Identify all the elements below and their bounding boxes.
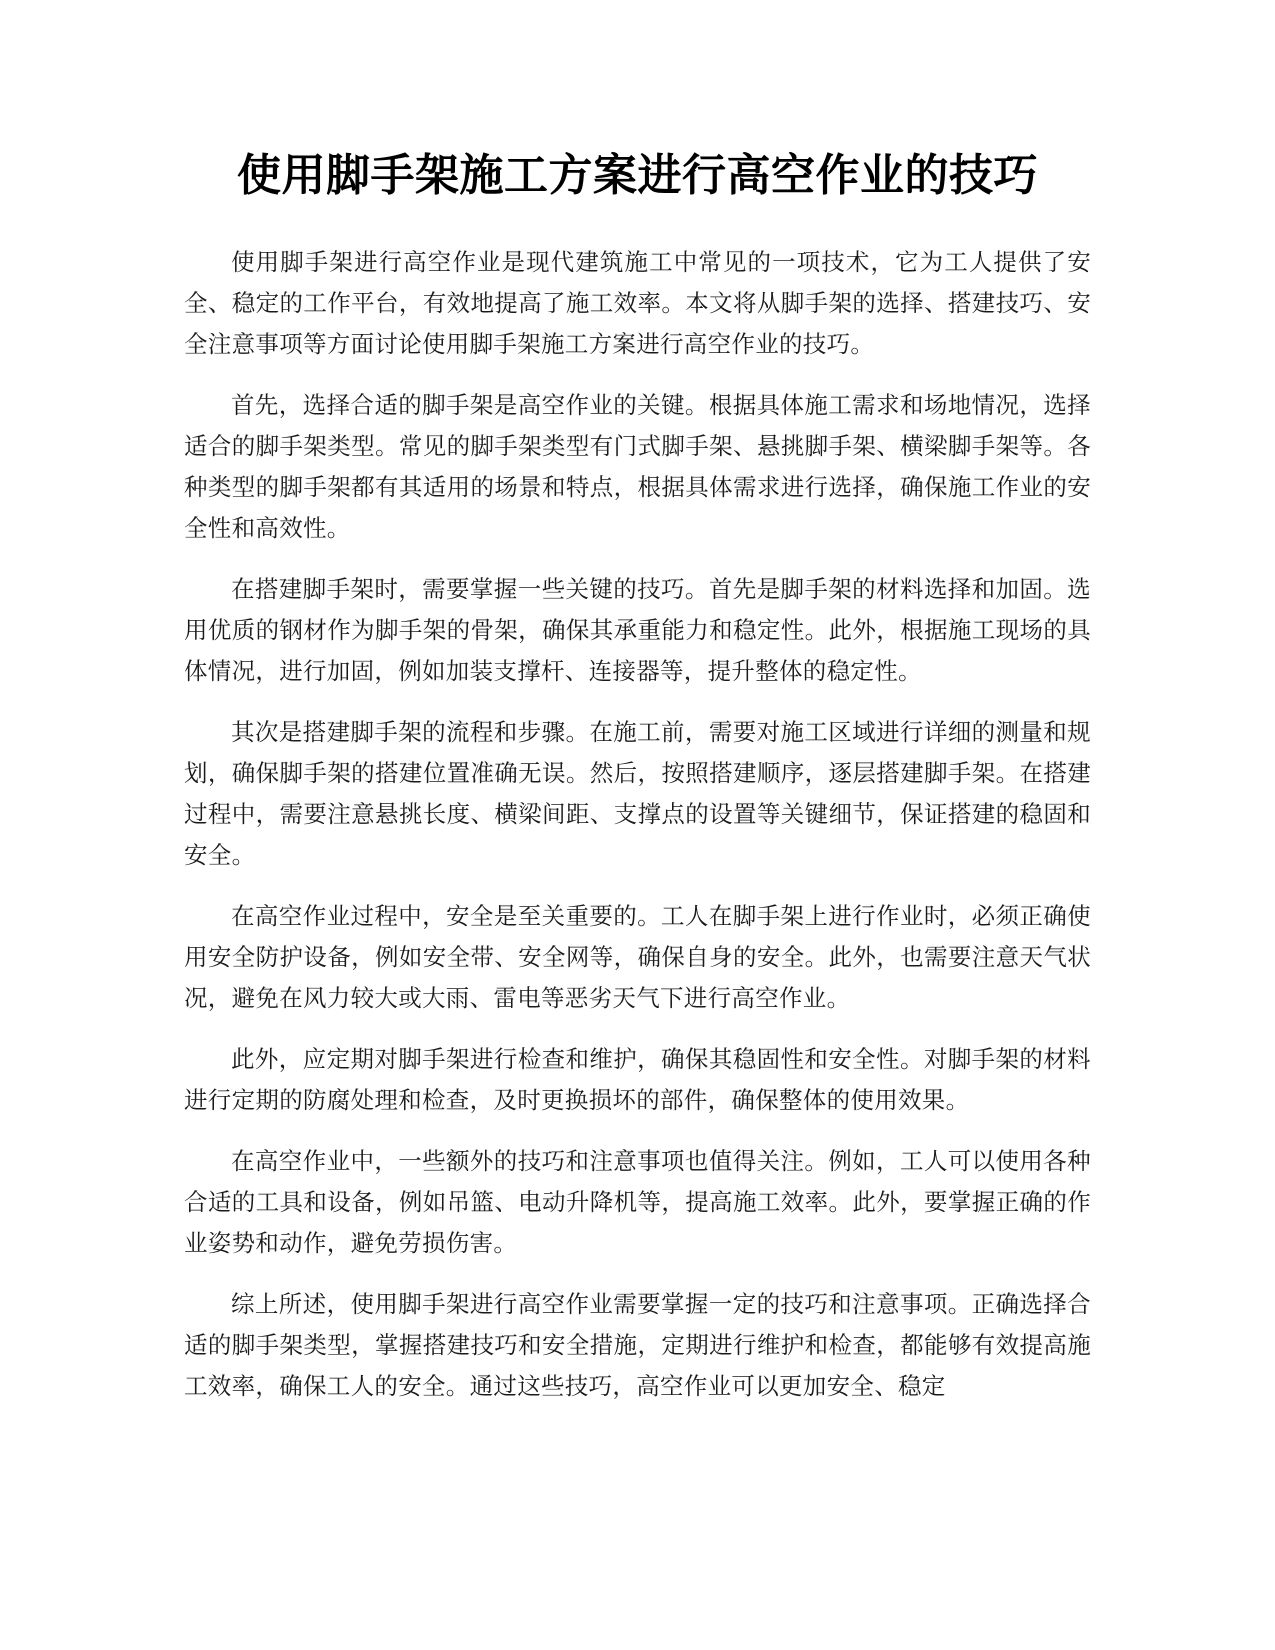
- paragraph-extra-tips: 在高空作业中，一些额外的技巧和注意事项也值得关注。例如，工人可以使用各种合适的工具和设备，例如吊篮、电动升降机等，提高施工效率。此外，要掌握正确的作业姿势和动作，避免劳损伤害。: [184, 1147, 1091, 1257]
- paragraph-selection: 首先，选择合适的脚手架是高空作业的关键。根据具体施工需求和场地情况，选择适合的脚手架类型。常见的脚手架类型有门式脚手架、悬挑脚手架、横梁脚手架等。各种类型的脚手架都有其适用的场景和特点，根据具体需求进行选择，确保施工作业的安全性和高效性。: [184, 391, 1091, 542]
- paragraph-intro: 使用脚手架进行高空作业是现代建筑施工中常见的一项技术，它为工人提供了安全、稳定的工作平台，有效地提高了施工效率。本文将从脚手架的选择、搭建技巧、安全注意事项等方面讨论使用脚手架施工方案进行高空作业的技巧。: [184, 248, 1091, 358]
- paragraph-maintenance: 此外，应定期对脚手架进行检查和维护，确保其稳固性和安全性。对脚手架的材料进行定期的防腐处理和检查，及时更换损坏的部件，确保整体的使用效果。: [184, 1045, 1091, 1114]
- document-title: 使用脚手架施工方案进行高空作业的技巧: [237, 150, 1038, 201]
- paragraph-building-techniques: 在搭建脚手架时，需要掌握一些关键的技巧。首先是脚手架的材料选择和加固。选用优质的钢材作为脚手架的骨架，确保其承重能力和稳定性。此外，根据施工现场的具体情况，进行加固，例如加装支撑杆、连接器等，提升整体的稳定性。: [184, 575, 1091, 685]
- paragraph-safety: 在高空作业过程中，安全是至关重要的。工人在脚手架上进行作业时，必须正确使用安全防护设备，例如安全带、安全网等，确保自身的安全。此外，也需要注意天气状况，避免在风力较大或大雨、雷电等恶劣天气下进行高空作业。: [184, 902, 1091, 1012]
- paragraph-building-process: 其次是搭建脚手架的流程和步骤。在施工前，需要对施工区域进行详细的测量和规划，确保脚手架的搭建位置准确无误。然后，按照搭建顺序，逐层搭建脚手架。在搭建过程中，需要注意悬挑长度、横梁间距、支撑点的设置等关键细节，保证搭建的稳固和安全。: [184, 718, 1091, 869]
- paragraph-conclusion: 综上所述，使用脚手架进行高空作业需要掌握一定的技巧和注意事项。正确选择合适的脚手架类型，掌握搭建技巧和安全措施，定期进行维护和检查，都能够有效提高施工效率，确保工人的安全。通过这些技巧，高空作业可以更加安全、稳定: [184, 1290, 1091, 1400]
